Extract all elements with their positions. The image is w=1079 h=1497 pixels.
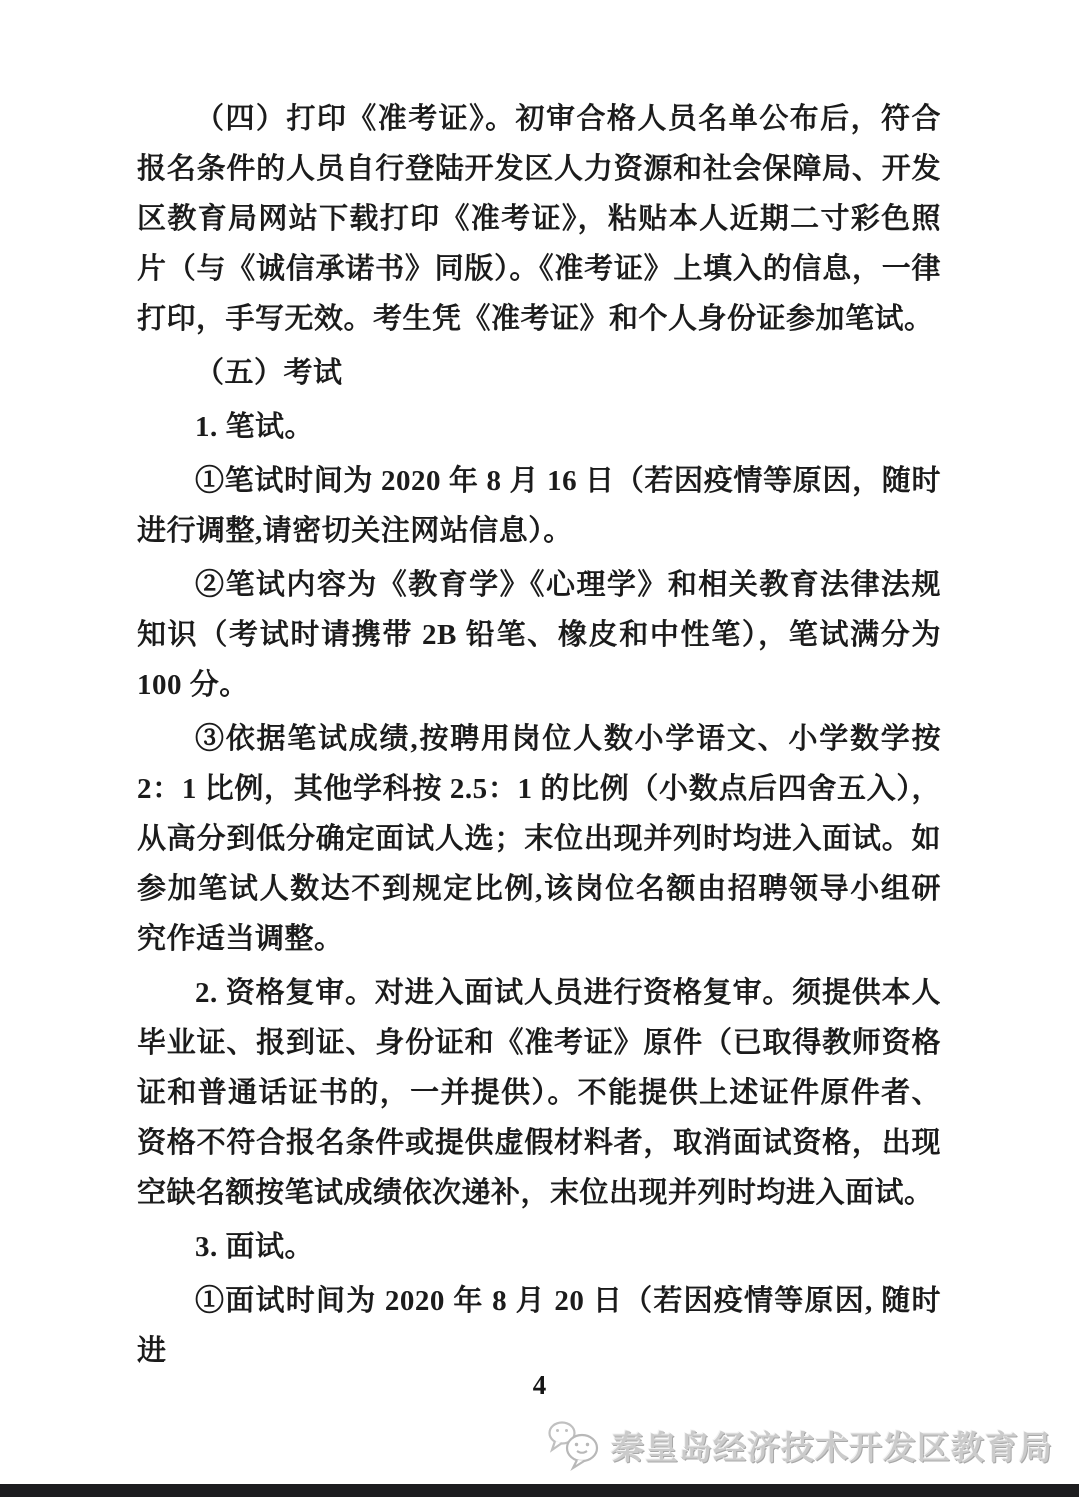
paragraph-section-exam-heading: （五）考试: [195, 357, 343, 389]
paragraph-written-test-ratio: ③依据笔试成绩,按聘用岗位人数小学语文、小学数学按 2：1 比例，其他学科按 2.5：1 的比例（小数点后四舍五入），从高分到低分确定面试人选；末位出现并列时均进入面试。如参加笔试人数达不到规定比例,该岗位名额由招聘领导小组研究作适当调整。: [137, 723, 941, 955]
paragraph-interview-heading: 3. 面试。: [195, 1231, 315, 1263]
watermark: [547, 1417, 1053, 1473]
paragraph-interview-time: ①面试时间为 2020 年 8 月 20 日（若因疫情等原因, 随时进: [137, 1285, 941, 1367]
paragraph-written-test-content: ②笔试内容为《教育学》《心理学》和相关教育法律法规知识（考试时请携带 2B 铅笔、橡皮和中性笔），笔试满分为 100 分。: [137, 569, 941, 701]
wechat-logo-icon: [547, 1417, 603, 1473]
page-number: 4: [532, 1370, 547, 1400]
paragraph-qualification-review: 2. 资格复审。对进入面试人员进行资格复审。须提供本人毕业证、报到证、身份证和《准考证》原件（已取得教师资格证和普通话证书的，一并提供）。不能提供上述证件原件者、资格不符合报名条件或提供虚假材料者，取消面试资格，出现空缺名额按笔试成绩依次递补，末位出现并列时均进入面试。: [137, 977, 941, 1209]
bottom-bar: [0, 1484, 1079, 1497]
paragraph-written-test-heading: 1. 笔试。: [195, 411, 315, 443]
document-body: [137, 94, 941, 1380]
paragraph-written-test-time: ①笔试时间为 2020 年 8 月 16 日（若因疫情等原因，随时进行调整,请密切关注网站信息）。: [137, 465, 941, 547]
watermark-text: 秦皇岛经济技术开发区教育局: [611, 1428, 1053, 1466]
paragraph-print-admission-ticket: （四）打印《准考证》。初审合格人员名单公布后，符合报名条件的人员自行登陆开发区人力资源和社会保障局、开发区教育局网站下载打印《准考证》，粘贴本人近期二寸彩色照片（与《诚信承诺书》同版）。《准考证》上填入的信息，一律打印，手写无效。考生凭《准考证》和个人身份证参加笔试。: [137, 103, 941, 335]
